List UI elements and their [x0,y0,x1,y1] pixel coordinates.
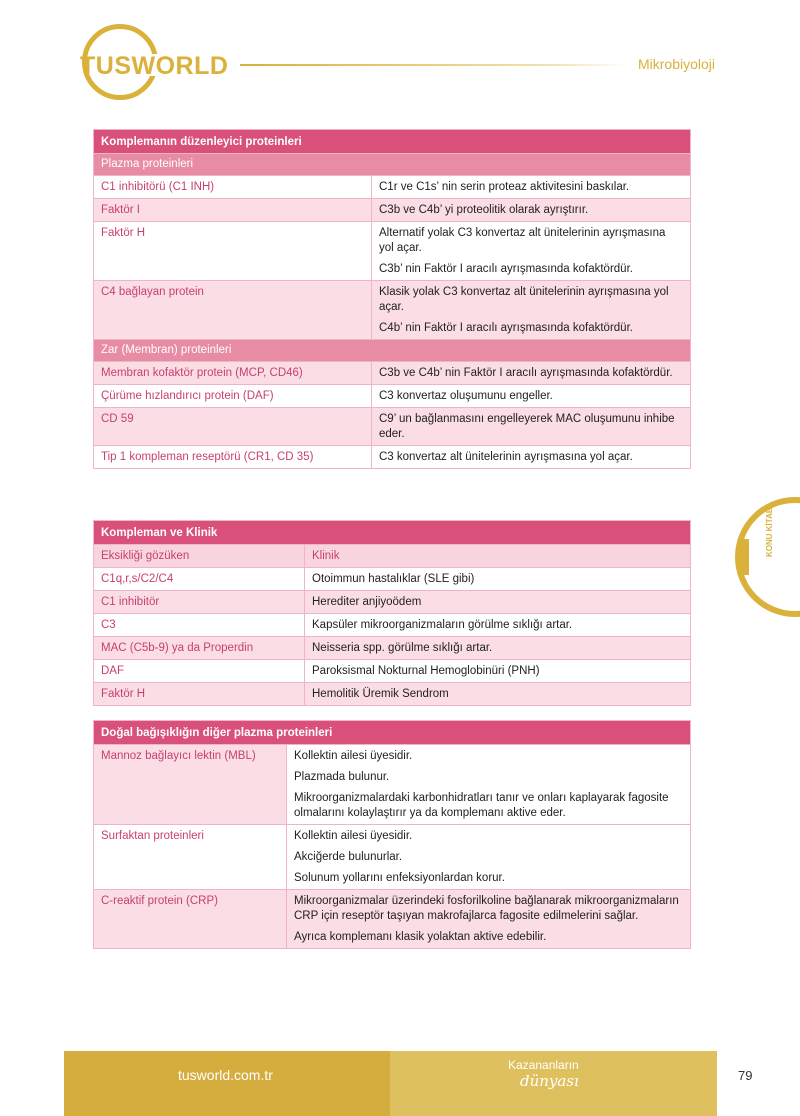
row-label: MAC (C5b-9) ya da Properdin [94,637,305,660]
row-label: C3 [94,614,305,637]
table-row [94,176,691,199]
logo-text: TUSWORLD [80,52,229,80]
column-header: Eksikliği gözüken [94,545,305,568]
footer-band-left [64,1051,390,1116]
row-label: CD 59 [94,408,372,446]
table-row [94,281,691,340]
subject-title: Mikrobiyoloji [638,56,716,72]
table-row [94,222,691,281]
row-description: C9’ un bağlanmasını engelleyerek MAC oluşumunu inhibe eder. [372,408,691,446]
table-row [94,745,691,825]
tusworld-logo [80,24,230,104]
row-description: Alternatif yolak C3 konvertaz alt ünitelerinin ayrışmasına yol açar. C3b’ nin Faktör I aracılı ayrışmasında kofaktördür. [372,222,691,281]
table-row [94,591,691,614]
page-number: 79 [738,1068,753,1083]
table-title: Kompleman ve Klinik [94,521,691,545]
row-label: DAF [94,660,305,683]
row-label: C1 inhibitörü (C1 INH) [94,176,372,199]
row-description: Kapsüler mikroorganizmaların görülme sıklığı artar. [305,614,691,637]
row-description: Klasik yolak C3 konvertaz alt ünitelerinin ayrışmasına yol açar. C4b’ nin Faktör I aracılı ayrışmasında kofaktördür. [372,281,691,340]
table-row [94,408,691,446]
table-row [94,637,691,660]
table-title: Komplemanın düzenleyici proteinleri [94,130,691,154]
innate-plasma-proteins-table [93,720,691,949]
row-description: Neisseria spp. görülme sıklığı artar. [305,637,691,660]
row-description: Hemolitik Üremik Sendrom [305,683,691,706]
row-label: Faktör I [94,199,372,222]
column-header: Klinik [305,545,691,568]
footer-url: tusworld.com.tr [178,1067,273,1083]
complement-regulators-table [93,129,691,469]
footer-slogan-top: Kazananların [508,1058,579,1072]
row-description: C3b ve C4b’ yi proteolitik olarak ayrıştırır. [372,199,691,222]
row-description: Paroksismal Nokturnal Hemoglobinüri (PNH) [305,660,691,683]
table-row [94,614,691,637]
table-row [94,890,691,949]
table-row [94,199,691,222]
row-label: Faktör H [94,683,305,706]
row-description: C3b ve C4b’ nin Faktör I aracılı ayrışmasında kofaktördür. [372,362,691,385]
table-row [94,825,691,890]
row-label: C1 inhibitör [94,591,305,614]
table-row [94,385,691,408]
table-row [94,446,691,469]
row-description: C1r ve C1s’ nin serin proteaz aktivitesini baskılar. [372,176,691,199]
row-label: C1q,r,s/C2/C4 [94,568,305,591]
row-description: Herediter anjiyoödem [305,591,691,614]
complement-clinical-table [93,520,691,706]
row-label: Membran kofaktör protein (MCP, CD46) [94,362,372,385]
side-tab-label: KONU KİTABI [765,505,774,557]
row-description: Kollektin ailesi üyesidir. Akciğerde bulunurlar. Solunum yollarını enfeksiyonlardan korur. [287,825,691,890]
row-label: Çürüme hızlandırıcı protein (DAF) [94,385,372,408]
section-header: Zar (Membran) proteinleri [94,340,691,362]
row-label: C-reaktif protein (CRP) [94,890,287,949]
table-row [94,568,691,591]
header-divider [240,64,630,66]
table-row [94,660,691,683]
row-description: C3 konvertaz oluşumunu engeller. [372,385,691,408]
footer-slogan-bottom: dünyası [520,1072,579,1090]
table-title: Doğal bağışıklığın diğer plazma proteinleri [94,721,691,745]
row-description: C3 konvertaz alt ünitelerinin ayrışmasına yol açar. [372,446,691,469]
row-description: Kollektin ailesi üyesidir. Plazmada bulunur. Mikroorganizmalardaki karbonhidratları tanır ve onları kaplayarak fagosite olmalarını kolaylaştırır ya da komplemanı aktive eder. [287,745,691,825]
row-label: Faktör H [94,222,372,281]
row-label: C4 bağlayan protein [94,281,372,340]
table-row [94,362,691,385]
row-label: Mannoz bağlayıcı lektin (MBL) [94,745,287,825]
row-label: Tip 1 kompleman reseptörü (CR1, CD 35) [94,446,372,469]
row-description: Otoimmun hastalıklar (SLE gibi) [305,568,691,591]
table-row [94,683,691,706]
side-tab-bar [741,539,749,575]
row-description: Mikroorganizmalar üzerindeki fosforilkoline bağlanarak mikroorganizmaların CRP için reseptör taşıyan makrofajlarca fagosite edilmelerini sağlar. Ayrıca komplemanı klasik yolaktan aktive edebilir. [287,890,691,949]
row-label: Surfaktan proteinleri [94,825,287,890]
section-header: Plazma proteinleri [94,154,691,176]
